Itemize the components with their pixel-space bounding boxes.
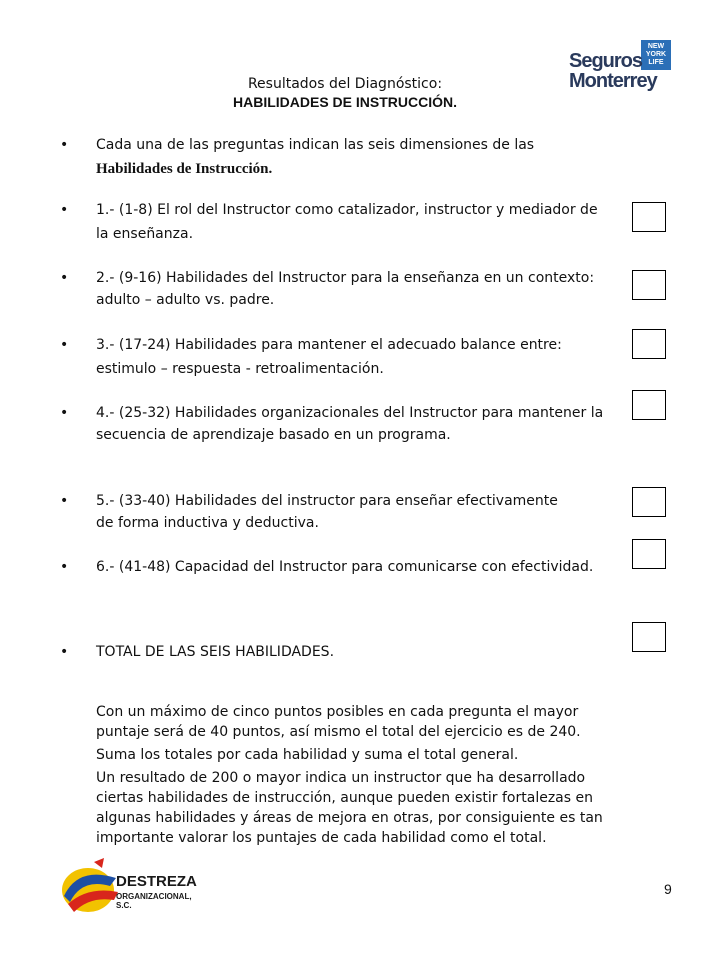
intro-line-2: Habilidades de Instrucción. xyxy=(96,161,273,177)
skill-item-3-line-1: 3.- (17-24) Habilidades para mantener el adecuado balance entre: xyxy=(96,337,562,353)
score-box-6[interactable] xyxy=(632,539,666,569)
score-box-total[interactable] xyxy=(632,622,666,652)
note-line-6: algunas habilidades y áreas de mejora en otras, por consiguiente es tan xyxy=(96,810,603,826)
results-subtitle: Resultados del Diagnóstico: xyxy=(247,76,443,92)
note-line-5: ciertas habilidades de instrucción, aunque pueden existir fortalezas en xyxy=(96,790,593,806)
skill-item-2-line-1: 2.- (9-16) Habilidades del Instructor para la enseñanza en un contexto: xyxy=(96,270,595,286)
ny-line-2: YORK xyxy=(645,51,667,58)
bullet-dot: • xyxy=(60,405,69,421)
bullet-dot: • xyxy=(60,137,69,153)
intro-bullet xyxy=(60,134,616,180)
total-item xyxy=(60,641,616,663)
bullet-dot: • xyxy=(60,493,69,509)
destreza-word: DESTREZA xyxy=(116,873,197,890)
skill-item-5-line-1: 5.- (33-40) Habilidades del instructor para enseñar efectivamente xyxy=(96,493,558,509)
skill-item-5 xyxy=(60,490,626,534)
skill-item-1 xyxy=(60,199,626,245)
skill-item-3 xyxy=(60,334,626,380)
note-line-7: importante valorar los puntajes de cada habilidad como el total. xyxy=(96,830,547,846)
new-york-life-badge xyxy=(641,40,671,70)
destreza-organizacional-logo xyxy=(58,856,208,920)
ny-line-3: LIFE xyxy=(648,59,664,66)
monterrey-word: Monterrey xyxy=(569,70,657,92)
bullet-dot: • xyxy=(60,644,69,660)
bullet-dot: • xyxy=(60,202,69,218)
destreza-emblem-icon xyxy=(58,856,122,918)
note-line-2: puntaje será de 40 puntos, así mismo el total del ejercicio es de 240. xyxy=(96,724,581,740)
skill-item-2 xyxy=(60,267,626,311)
skill-item-3-line-2: estimulo – respuesta - retroalimentación. xyxy=(96,361,384,377)
skill-item-4-line-1: 4.- (25-32) Habilidades organizacionales del Instructor para mantener la xyxy=(96,405,604,421)
note-line-3: Suma los totales por cada habilidad y suma el total general. xyxy=(96,747,519,763)
score-box-4[interactable] xyxy=(632,390,666,420)
score-box-5[interactable] xyxy=(632,487,666,517)
skill-item-2-line-2: adulto – adulto vs. padre. xyxy=(96,292,275,308)
page-title: HABILIDADES DE INSTRUCCIÓN. xyxy=(232,94,457,110)
score-box-2[interactable] xyxy=(632,270,666,300)
skill-item-6 xyxy=(60,556,626,578)
skill-item-4-line-2: secuencia de aprendizaje basado en un programa. xyxy=(96,427,451,443)
seguros-word: Seguros xyxy=(569,50,643,72)
note-line-4: Un resultado de 200 o mayor indica un instructor que ha desarrollado xyxy=(96,770,586,786)
skill-item-5-line-2: de forma inductiva y deductiva. xyxy=(96,515,319,531)
intro-line-1: Cada una de las preguntas indican las seis dimensiones de las xyxy=(96,137,535,153)
skill-item-6-line-1: 6.- (41-48) Capacidad del Instructor para comunicarse con efectividad. xyxy=(96,559,594,575)
total-label: TOTAL DE LAS SEIS HABILIDADES. xyxy=(96,644,335,660)
scoring-notes xyxy=(96,702,636,848)
page-number: 9 xyxy=(664,881,672,897)
bullet-dot: • xyxy=(60,559,69,575)
skill-item-4 xyxy=(60,402,626,446)
score-box-3[interactable] xyxy=(632,329,666,359)
score-box-1[interactable] xyxy=(632,202,666,232)
skill-item-1-line-2: la enseñanza. xyxy=(96,226,194,242)
organizacional-word: ORGANIZACIONAL, S.C. xyxy=(116,892,192,910)
bullet-dot: • xyxy=(60,337,69,353)
skill-item-1-line-1: 1.- (1-8) El rol del Instructor como catalizador, instructor y mediador de xyxy=(96,202,598,218)
bullet-dot: • xyxy=(60,270,69,286)
note-line-1: Con un máximo de cinco puntos posibles en cada pregunta el mayor xyxy=(96,704,579,720)
ny-line-1: NEW xyxy=(647,43,665,50)
